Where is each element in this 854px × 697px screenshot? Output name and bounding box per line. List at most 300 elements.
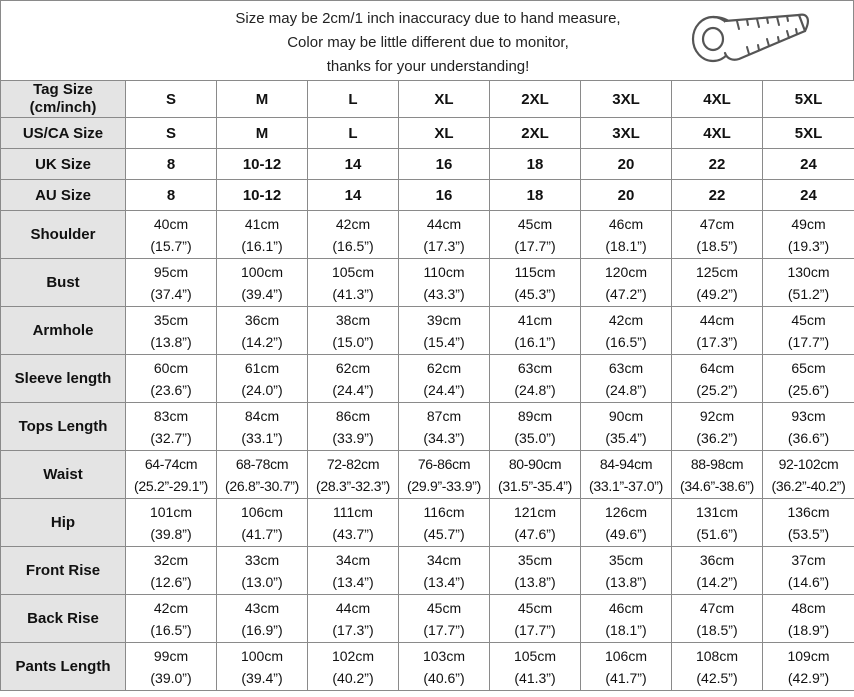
cm-value: 116cm [423,503,465,520]
cm-value: 105cm [331,263,375,280]
measurement-cell [490,307,581,355]
cm-value: 34cm [426,551,462,568]
size-cell: 5XL [763,81,854,118]
measurement-cell [672,307,763,355]
measurement-row [1,259,854,307]
size-cell: 5XL [763,118,854,149]
measurement-cell [581,451,672,499]
measurement-cell [490,643,581,691]
inch-value: (17.7”) [787,333,830,350]
measurement-cell [308,355,399,403]
cm-value: 46cm [608,215,644,232]
measurement-cell [581,595,672,643]
measurement-row [1,355,854,403]
measurement-cell [126,403,217,451]
measurement-cell [581,403,672,451]
cm-value: 46cm [608,599,644,616]
cm-value: 126cm [604,503,648,520]
measurement-cell [672,451,763,499]
cm-value: 92cm [699,407,735,424]
inch-value: (28.3”-32.3”) [316,477,390,494]
cm-value: 83cm [153,407,189,424]
measurement-cell [581,307,672,355]
cm-value: 60cm [153,359,189,376]
measurement-cell [672,211,763,259]
cm-value: 110cm [423,263,465,280]
inch-value: (42.5”) [696,669,738,686]
cm-value: 44cm [426,215,462,232]
cm-value: 45cm [791,311,826,328]
size-cell: 22 [672,180,763,211]
cm-value: 33cm [244,551,280,568]
inch-value: (31.5”-35.4”) [498,477,572,494]
cm-value: 36cm [244,311,280,328]
measurement-cell [672,259,763,307]
measurement-cell [126,595,217,643]
cm-value: 62cm [335,359,371,376]
measurement-cell [399,547,490,595]
size-cell: 14 [308,149,399,180]
cm-value: 32cm [153,551,189,568]
inch-value: (37.4”) [150,285,192,302]
measurement-cell [581,211,672,259]
inch-value: (33.1”-37.0”) [589,477,663,494]
row-label: UK Size [1,149,126,180]
measurement-cell [399,451,490,499]
measurement-cell [126,643,217,691]
cm-value: 64cm [699,359,735,376]
size-cell: XL [399,81,490,118]
measurement-cell [672,355,763,403]
measurement-cell [763,451,854,499]
measurement-cell [581,547,672,595]
size-cell: 10-12 [217,149,308,180]
measurement-cell [763,307,854,355]
inch-value: (16.5”) [150,621,192,638]
cm-value: 108cm [695,647,739,664]
cm-value: 125cm [695,263,739,280]
measurement-cell [126,307,217,355]
inch-value: (25.2”) [696,381,738,398]
cm-value: 49cm [791,215,826,232]
cm-value: 131cm [695,503,739,520]
cm-value: 86cm [335,407,371,424]
cm-value: 35cm [608,551,644,568]
inch-value: (13.0”) [241,573,283,590]
cm-value: 39cm [426,311,462,328]
inch-value: (18.1”) [605,621,647,638]
cm-value: 93cm [791,407,826,424]
cm-value: 61cm [244,359,280,376]
cm-value: 41cm [517,311,553,328]
size-cell: 4XL [672,118,763,149]
row-label: Front Rise [1,547,126,595]
measurement-row [1,499,854,547]
measurement-cell [126,259,217,307]
measurement-row [1,595,854,643]
cm-value: 90cm [608,407,644,424]
cm-value: 44cm [699,311,735,328]
inch-value: (16.5”) [332,237,374,254]
inch-value: (17.3”) [423,237,465,254]
notice-header [0,0,854,80]
measurement-cell [490,451,581,499]
measurement-cell [581,643,672,691]
measurement-cell [672,403,763,451]
measurement-cell [763,403,854,451]
measurement-cell [490,355,581,403]
inch-value: (17.3”) [696,333,738,350]
inch-value: (23.6”) [150,381,192,398]
measurement-cell [490,403,581,451]
cm-value: 63cm [517,359,553,376]
inch-value: (51.6”) [696,525,738,542]
size-table [0,80,854,691]
inch-value: (13.4”) [332,573,374,590]
inch-value: (13.8”) [514,573,556,590]
cm-value: 99cm [153,647,189,664]
cm-value: 42cm [608,311,644,328]
inch-value: (24.0”) [241,381,283,398]
inch-value: (34.3”) [423,429,465,446]
inch-value: (17.7”) [514,237,556,254]
size-cell: M [217,118,308,149]
cm-value: 121cm [513,503,557,520]
size-cell: L [308,118,399,149]
inch-value: (34.6”-38.6”) [680,477,754,494]
inch-value: (13.8”) [605,573,647,590]
cm-value: 65cm [791,359,826,376]
uk-size-row [1,149,854,180]
cm-value: 45cm [517,215,553,232]
cm-value: 100cm [240,647,284,664]
inch-value: (25.6”) [787,381,830,398]
measurement-cell [308,307,399,355]
row-label: Pants Length [1,643,126,691]
inch-value: (41.7”) [241,525,283,542]
inch-value: (25.2”-29.1”) [134,477,208,494]
inch-value: (16.1”) [514,333,556,350]
measurement-cell [217,547,308,595]
measurement-cell [399,211,490,259]
cm-value: 84-94cm [599,455,653,472]
measurement-cell [399,643,490,691]
size-cell: 24 [763,180,854,211]
measurement-cell [490,595,581,643]
cm-value: 120cm [604,263,648,280]
cm-value: 38cm [335,311,371,328]
cm-value: 63cm [608,359,644,376]
measurement-cell [763,595,854,643]
inch-value: (14.6”) [787,573,830,590]
inch-value: (39.4”) [241,669,283,686]
size-cell: 20 [581,149,672,180]
inch-value: (14.2”) [696,573,738,590]
cm-value: 34cm [335,551,371,568]
size-cell: S [126,118,217,149]
size-cell: 4XL [672,81,763,118]
cm-value: 92-102cm [778,455,839,472]
inch-value: (43.7”) [332,525,374,542]
measurement-cell [399,595,490,643]
measurement-cell [399,307,490,355]
cm-value: 44cm [335,599,371,616]
measuring-tape-icon [687,7,815,73]
measurement-cell [490,499,581,547]
inch-value: (33.9”) [332,429,374,446]
inch-value: (29.9”-33.9”) [407,477,481,494]
measurement-cell [672,547,763,595]
measurement-row [1,403,854,451]
measurement-row [1,547,854,595]
measurement-cell [217,211,308,259]
inch-value: (17.3”) [332,621,374,638]
inch-value: (26.8”-30.7”) [225,477,299,494]
notice-line: Color may be little different due to monitor, [287,34,569,51]
measurement-cell [672,643,763,691]
inch-value: (14.2”) [241,333,283,350]
measurement-cell [763,355,854,403]
inch-value: (41.3”) [332,285,374,302]
inch-value: (16.1”) [241,237,283,254]
row-label: Tops Length [1,403,126,451]
measurement-cell [217,403,308,451]
tag-size-row [1,81,854,118]
cm-value: 111cm [333,503,373,520]
size-cell: 8 [126,149,217,180]
cm-value: 88-98cm [690,455,744,472]
notice-line: Size may be 2cm/1 inch inaccuracy due to hand measure, [235,10,621,27]
cm-value: 115cm [514,263,556,280]
inch-value: (39.4”) [241,285,283,302]
measurement-cell [217,307,308,355]
measurement-cell [672,595,763,643]
cm-value: 103cm [422,647,466,664]
cm-value: 47cm [699,215,735,232]
inch-value: (24.8”) [514,381,556,398]
measurement-cell [490,547,581,595]
inch-value: (19.3”) [787,237,830,254]
inch-value: (39.0”) [150,669,192,686]
inch-value: (15.0”) [332,333,374,350]
measurement-cell [126,499,217,547]
cm-value: 35cm [517,551,553,568]
measurement-cell [217,595,308,643]
inch-value: (17.7”) [423,621,465,638]
measurement-row [1,307,854,355]
cm-value: 36cm [699,551,735,568]
cm-value: 42cm [335,215,371,232]
measurement-cell [763,259,854,307]
measurement-cell [308,547,399,595]
inch-value: (41.7”) [605,669,647,686]
size-cell: 2XL [490,81,581,118]
inch-value: (47.6”) [514,525,556,542]
inch-value: (18.9”) [787,621,830,638]
inch-value: (18.5”) [696,621,738,638]
measurement-cell [217,499,308,547]
measurement-cell [126,355,217,403]
measurement-cell [308,403,399,451]
row-label: US/CA Size [1,118,126,149]
measurement-cell [217,451,308,499]
inch-value: (39.8”) [150,525,192,542]
inch-value: (12.6”) [150,573,192,590]
measurement-cell [308,499,399,547]
measurement-cell [308,451,399,499]
cm-value: 106cm [240,503,284,520]
inch-value: (41.3”) [514,669,556,686]
measurement-row [1,211,854,259]
inch-value: (42.9”) [787,669,830,686]
size-cell: S [126,81,217,118]
measurement-cell [581,355,672,403]
measurement-cell [399,355,490,403]
inch-value: (16.5”) [605,333,647,350]
measurement-cell [763,547,854,595]
cm-value: 41cm [244,215,280,232]
measurement-cell [217,355,308,403]
cm-value: 48cm [791,599,826,616]
cm-value: 84cm [244,407,280,424]
cm-value: 101cm [149,503,193,520]
cm-value: 42cm [153,599,189,616]
size-cell: L [308,81,399,118]
inch-value: (35.0”) [514,429,556,446]
row-label: Bust [1,259,126,307]
cm-value: 43cm [244,599,280,616]
inch-value: (49.6”) [605,525,647,542]
cm-value: 105cm [513,647,557,664]
measurement-cell [308,211,399,259]
measurement-cell [490,259,581,307]
cm-value: 45cm [426,599,462,616]
inch-value: (53.5”) [787,525,830,542]
size-cell: 3XL [581,81,672,118]
size-cell: 16 [399,149,490,180]
row-label: Hip [1,499,126,547]
cm-value: 109cm [787,647,830,664]
cm-value: 64-74cm [144,455,198,472]
inch-value: (36.6”) [787,429,830,446]
measurement-row [1,451,854,499]
measurement-cell [581,259,672,307]
size-cell: 10-12 [217,180,308,211]
cm-value: 76-86cm [417,455,471,472]
inch-value: (36.2”-40.2”) [771,477,846,494]
us-size-row [1,118,854,149]
size-cell: 20 [581,180,672,211]
measurement-cell [308,643,399,691]
cm-value: 80-90cm [508,455,562,472]
measurement-cell [490,211,581,259]
measurement-cell [308,259,399,307]
measurement-cell [581,499,672,547]
measurement-cell [308,595,399,643]
inch-value: (47.2”) [605,285,647,302]
cm-value: 136cm [787,503,830,520]
size-cell: 24 [763,149,854,180]
size-cell: 8 [126,180,217,211]
cm-value: 72-82cm [326,455,380,472]
inch-value: (18.5”) [696,237,738,254]
inch-value: (33.1”) [241,429,283,446]
cm-value: 37cm [791,551,826,568]
inch-value: (13.8”) [150,333,192,350]
inch-value: (13.4”) [423,573,465,590]
row-label: Waist [1,451,126,499]
cm-value: 45cm [517,599,553,616]
measurement-cell [217,643,308,691]
inch-value: (51.2”) [787,285,830,302]
inch-value: (32.7”) [150,429,192,446]
measurement-cell [126,547,217,595]
cm-value: 62cm [426,359,462,376]
cm-value: 35cm [153,311,189,328]
size-cell: 22 [672,149,763,180]
measurement-row [1,643,854,691]
cm-value: 106cm [604,647,648,664]
measurement-cell [672,499,763,547]
row-label: Back Rise [1,595,126,643]
inch-value: (35.4”) [605,429,647,446]
size-cell: XL [399,118,490,149]
row-label: AU Size [1,180,126,211]
row-label: Armhole [1,307,126,355]
inch-value: (24.4”) [423,381,465,398]
inch-value: (45.3”) [514,285,556,302]
measurement-cell [217,259,308,307]
size-cell: 2XL [490,118,581,149]
inch-value: (24.4”) [332,381,374,398]
measurement-cell [126,451,217,499]
cm-value: 87cm [426,407,462,424]
inch-value: (43.3”) [423,285,465,302]
inch-value: (18.1”) [605,237,647,254]
cm-value: 89cm [517,407,553,424]
cm-value: 68-78cm [235,455,289,472]
size-cell: 16 [399,180,490,211]
size-cell: 3XL [581,118,672,149]
measurement-cell [763,499,854,547]
inch-value: (40.6”) [423,669,465,686]
notice-line: thanks for your understanding! [326,58,530,75]
cm-value: 100cm [240,263,284,280]
measurement-cell [399,403,490,451]
au-size-row [1,180,854,211]
inch-value: (15.4”) [423,333,465,350]
measurement-cell [399,499,490,547]
cm-value: 102cm [331,647,375,664]
inch-value: (36.2”) [696,429,738,446]
size-cell: 18 [490,180,581,211]
inch-value: (45.7”) [423,525,465,542]
measurement-cell [763,211,854,259]
inch-value: (40.2”) [332,669,374,686]
cm-value: 130cm [787,263,830,280]
measurement-cell [126,211,217,259]
row-label: Sleeve length [1,355,126,403]
size-cell: M [217,81,308,118]
cm-value: 95cm [153,263,189,280]
inch-value: (15.7”) [150,237,192,254]
row-label: Tag Size (cm/inch) [1,81,126,118]
inch-value: (49.2”) [696,285,738,302]
measurement-cell [399,259,490,307]
inch-value: (17.7”) [514,621,556,638]
measurement-cell [763,643,854,691]
size-cell: 18 [490,149,581,180]
